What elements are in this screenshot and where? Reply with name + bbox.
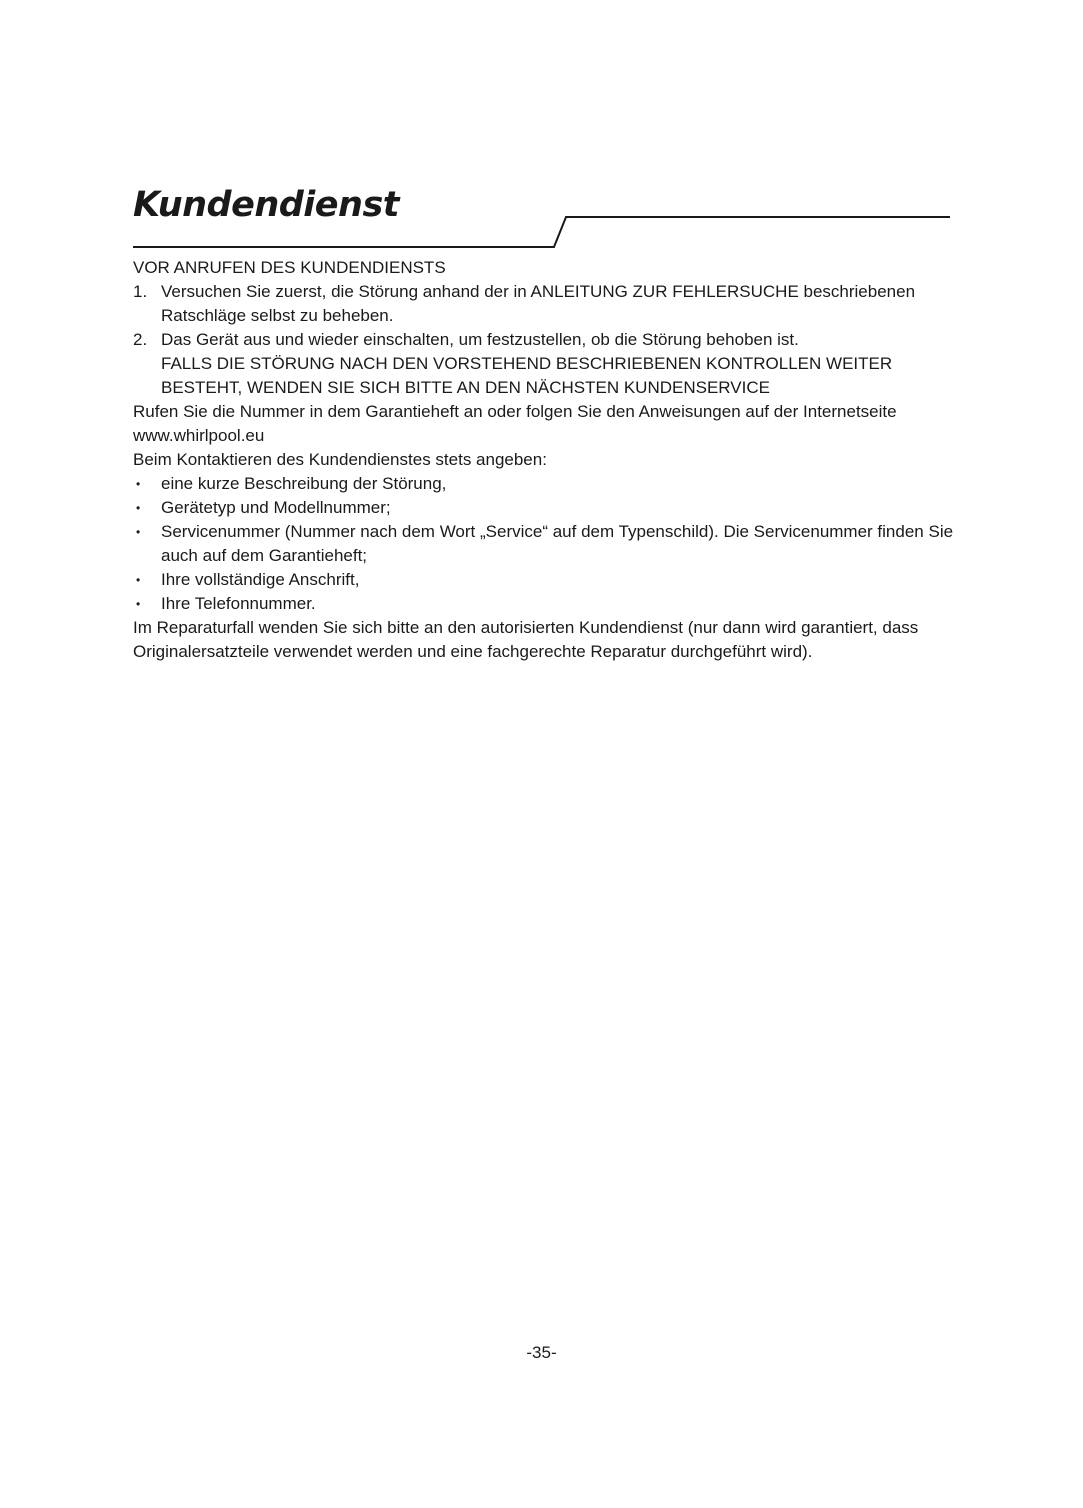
bullet-icon: • [136, 597, 141, 611]
steps-list [133, 280, 955, 400]
step-item [133, 280, 955, 328]
list-item-text: Ihre Telefonnummer. [161, 594, 316, 613]
step-text: Das Gerät aus und wieder einschalten, um festzustellen, ob die Störung behoben ist. [161, 330, 799, 349]
list-item-text: Servicenummer (Nummer nach dem Wort „Service“ auf dem Typenschild). Die Servicenummer finden Sie auch auf dem Garantieheft; [161, 522, 954, 565]
bullet-icon: • [136, 573, 141, 587]
list-item-text: eine kurze Beschreibung der Störung, [161, 474, 447, 493]
bullet-icon: • [136, 501, 141, 515]
repair-paragraph: Im Reparaturfall wenden Sie sich bitte an den autorisierten Kundendienst (nur dann wird garantiert, dass Originalersatzteile verwendet werden und eine fachgerechte Reparatur durchgeführt wird). [133, 618, 919, 661]
list-item [133, 592, 955, 616]
step-warning-text: FALLS DIE STÖRUNG NACH DEN VORSTEHEND BESCHRIEBENEN KONTROLLEN WEITER BESTEHT, WENDEN SIE SICH BITTE AN DEN NÄCHSTEN KUNDENSERVICE [161, 354, 893, 397]
list-item-text: Ihre vollständige Anschrift, [161, 570, 360, 589]
bullet-icon: • [136, 525, 141, 539]
list-item [133, 520, 955, 568]
contact-heading: Beim Kontaktieren des Kundendienstes stets angeben: [133, 450, 547, 469]
step-text: Versuchen Sie zuerst, die Störung anhand der in ANLEITUNG ZUR FEHLERSUCHE beschriebenen Ratschläge selbst zu beheben. [161, 282, 916, 325]
page-title: Kundendienst [133, 185, 400, 225]
bullet-icon: • [136, 477, 141, 491]
step-number: 2. [133, 330, 148, 349]
page-number: -35- [526, 1343, 557, 1362]
step-number: 1. [133, 282, 148, 301]
list-item [133, 568, 955, 592]
contact-list [133, 472, 955, 616]
document-body [133, 256, 955, 664]
step-item [133, 328, 955, 400]
list-item [133, 472, 955, 496]
list-item-text: Gerätetyp und Modellnummer; [161, 498, 391, 517]
list-item [133, 496, 955, 520]
intro-heading: VOR ANRUFEN DES KUNDENDIENSTS [133, 258, 446, 277]
call-paragraph: Rufen Sie die Nummer in dem Garantieheft an oder folgen Sie den Anweisungen auf der Internetseite www.whirlpool.eu [133, 402, 897, 445]
